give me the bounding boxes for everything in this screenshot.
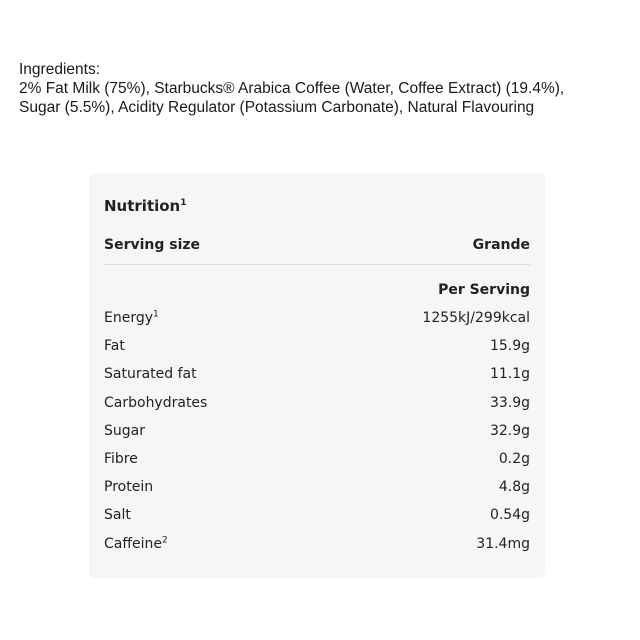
nutrition-row-saturated-fat — [104, 366, 530, 394]
row-label: Fibre — [104, 450, 138, 467]
nutrition-row-caffeine — [104, 536, 530, 564]
serving-size-row — [104, 237, 530, 257]
per-serving-header: Per Serving — [438, 282, 530, 298]
nutrition-row-salt — [104, 507, 530, 535]
footnote-marker: 1 — [153, 309, 159, 320]
nutrition-row-fibre — [104, 451, 530, 479]
row-label — [104, 310, 159, 326]
row-label — [104, 536, 168, 552]
nutrition-row-sugar — [104, 423, 530, 451]
row-value: 1255kJ/299kcal — [422, 310, 530, 326]
row-label: Fat — [104, 338, 125, 355]
serving-size-label: Serving size — [104, 237, 201, 253]
row-label: Protein — [104, 479, 154, 496]
serving-size-value: Grande — [472, 237, 530, 253]
row-value: 15.9g — [489, 338, 530, 355]
footnote-marker: 2 — [162, 534, 168, 545]
row-value: 0.54g — [489, 507, 530, 524]
nutrition-row-fat — [104, 338, 530, 366]
footnote-marker: 1 — [180, 198, 187, 208]
row-value: 31.4mg — [476, 535, 530, 552]
ingredients-heading: Ingredients: — [19, 61, 100, 78]
row-value: 4.8g — [498, 479, 530, 496]
row-value: 11.1g — [489, 366, 530, 383]
nutrition-title-text: Nutrition — [104, 197, 181, 215]
nutrition-row-energy — [104, 310, 530, 338]
row-value: 0.2g — [498, 450, 530, 467]
nutrition-rows — [104, 310, 530, 564]
nutrition-table — [89, 173, 545, 578]
ingredients-line: Sugar (5.5%), Acidity Regulator (Potassium Carbonate), Natural Flavouring — [19, 99, 535, 116]
row-label: Sugar — [104, 422, 145, 439]
row-label: Salt — [104, 507, 131, 524]
ingredients-line: 2% Fat Milk (75%), Starbucks® Arabica Coffee (Water, Coffee Extract) (19.4%), — [19, 80, 565, 97]
nutrition-row-protein — [104, 479, 530, 507]
row-value: 33.9g — [489, 394, 530, 411]
row-label: Carbohydrates — [104, 394, 208, 411]
ingredients-text — [19, 60, 629, 117]
nutrition-title — [104, 197, 187, 215]
row-value: 32.9g — [489, 422, 530, 439]
divider — [104, 264, 530, 265]
row-label-text: Energy — [104, 310, 154, 326]
row-label-text: Caffeine — [104, 535, 162, 552]
nutrition-row-carbohydrates — [104, 395, 530, 423]
row-label: Saturated fat — [104, 366, 197, 383]
